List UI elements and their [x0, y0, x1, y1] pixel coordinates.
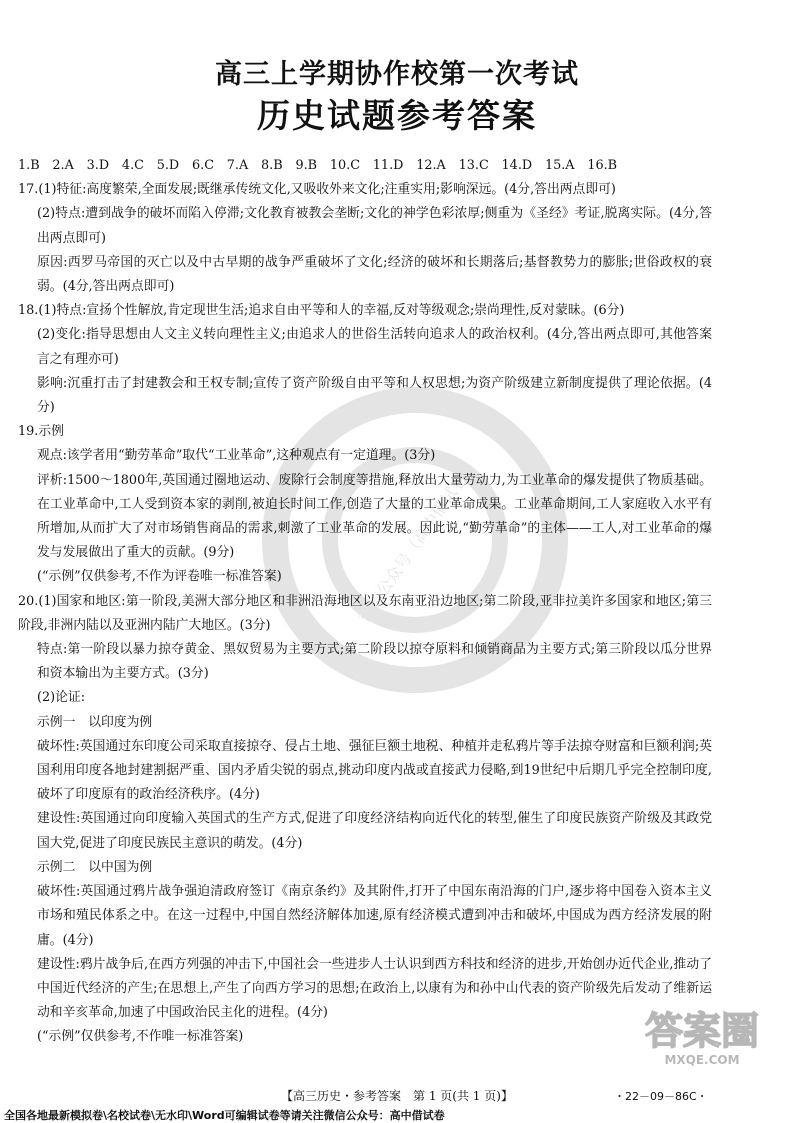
answer-body	[18, 154, 712, 1050]
watermark-stamp-text: 微信公众号（高中借试卷）	[354, 457, 480, 626]
q18-part2: (2)变化:指导思想由人文主义转向理性主义;由追求人的世俗生活转向追求人的政治权利。(4分,答出两点即可,其他答案言之有理亦可)	[37, 327, 712, 367]
q17-part1: 17.(1)特征:高度繁荣,全面发展;既继承传统文化,又吸收外来文化;注重实用;影响深远。(4分,答出两点即可)	[18, 182, 616, 198]
choice-answers: 1.B 2.A 3.D 4.C 5.D 6.C 7.A 8.B 9.B 10.C 11.D 12.A 13.C 14.D 15.A 16.B	[18, 158, 618, 173]
q20-example2-constructive: 建设性:鸦片战争后,在西方列强的冲击下,中国社会一些进步人士认识到西方科技和经济的进步,开始创办近代企业,推动了中国近代经济的产生;在思想上,产生了向西方学习的思想;在政治上,以康有为和孙中山代表的资产阶级先后发动了维新运动和辛亥革命,加速了中国政治民主化的进程。(4分)	[37, 956, 712, 1021]
q20-example1-destructive: 破坏性:英国通过东印度公司采取直接掠夺、侵占土地、强征巨额土地税、种植并走私鸦片等手法掠夺财富和巨额利润;英国利用印度各地封建割据严重、国内矛盾尖锐的弱点,挑动印度内战或直接武力侵略,到19世纪中后期几乎完全控制印度,破坏了印度原有的政治经济秩序。(4分)	[37, 738, 712, 803]
q20-example2-destructive: 破坏性:英国通过鸦片战争强迫清政府签订《南京条约》及其附件,打开了中国东南沿海的门户,逐步将中国卷入资本主义市场和殖民体系之中。在这一过程中,中国自然经济解体加速,原有经济模式遭到冲击和破坏,中国成为西方经济发展的附庸。(4分)	[37, 884, 712, 948]
q17-reason: 原因:西罗马帝国的灭亡以及中古早期的战争严重破坏了文化;经济的破坏和长期落后;基督教势力的膨胀;世俗政权的衰弱。(4分,答出两点即可)	[37, 254, 712, 295]
q20-example1-heading: 示例一 以印度为例	[37, 714, 153, 730]
paper-code: ・22－09－86C・	[614, 1090, 708, 1103]
exam-title: 高三上学期协作校第一次考试	[215, 59, 579, 90]
q20-features: 特点:第一阶段以暴力掠夺黄金、黑奴贸易为主要方式;第二阶段以掠夺原料和倾销商品为主要方式;第三阶段以瓜分世界和资本输出为主要方式。(3分)	[37, 642, 712, 682]
q18-part1: 18.(1)特点:宣扬个性解放,肯定现世生活;追求自由平等和人的幸福,反对等级观念;崇尚理性,反对蒙昧。(6分)	[18, 303, 625, 319]
q19-note: (“示例”仅供参考,不作为评卷唯一标准答案)	[37, 569, 282, 585]
q19-heading: 19.示例	[18, 424, 64, 440]
footer-notice: 全国各地最新模拟卷\名校试卷\无水印\Word可编辑试卷等请关注微信公众号：高中借试卷	[4, 1109, 445, 1122]
q20-part2: (2)论证:	[37, 690, 86, 706]
site-logo-sub: MXQE.COM	[664, 1053, 740, 1067]
site-logo-text: 答案圈	[644, 1009, 760, 1053]
q19-analysis: 评析:1500～1800年,英国通过圈地运动、废除行会制度等措施,释放出大量劳动力,为工业革命的爆发提供了物质基础。在工业革命中,工人受到资本家的剥削,被迫长时间工作,创造了大量的工业革命成果。工业革命期间,工人家庭收入水平有所增加,从而扩大了对市场销售商品的需求,刺激了工业革命的发展。因此说,“勤劳革命”的主体——工人,对工业革命的爆发与发展做出了重大的贡献。(9分)	[37, 472, 712, 561]
q18-impact: 影响:沉重打击了封建教会和王权专制;宣传了资产阶级自由平等和人权思想;为资产阶级建立新制度提供了理论依据。(4分)	[37, 375, 712, 416]
q20-part1: 20.(1)国家和地区:第一阶段,美洲大部分地区和非洲沿海地区以及东南亚沿边地区;第二阶段,亚非拉美许多国家和地区;第三阶段,非洲内陆以及亚洲内陆广大地区。(3分)	[18, 593, 712, 633]
q20-example1-constructive: 建设性:英国通过向印度输入英国式的生产方式,促进了印度经济结构向近代化的转型,催生了印度民族资产阶级及其政党国大党,促进了印度民族民主意识的萌发。(4分)	[37, 811, 712, 851]
site-logo	[620, 1000, 785, 1070]
answer-key-title: 历史试题参考答案	[257, 96, 537, 135]
q19-viewpoint: 观点:该学者用“勤劳革命”取代“工业革命”,这种观点有一定道理。(3分)	[37, 448, 436, 464]
page-footer: 【高三历史・参考答案 第 1 页(共 1 页)】	[281, 1089, 513, 1103]
q20-example2-heading: 示例二 以中国为例	[37, 859, 153, 875]
q20-note: (“示例”仅供参考,不作唯一标准答案)	[37, 1029, 244, 1045]
q17-part2: (2)特点:遭到战争的破坏而陷入停滞;文化教育被教会垄断;文化的神学色彩浓厚;侧重为《圣经》考证,脱离实际。(4分,答出两点即可)	[37, 206, 712, 246]
